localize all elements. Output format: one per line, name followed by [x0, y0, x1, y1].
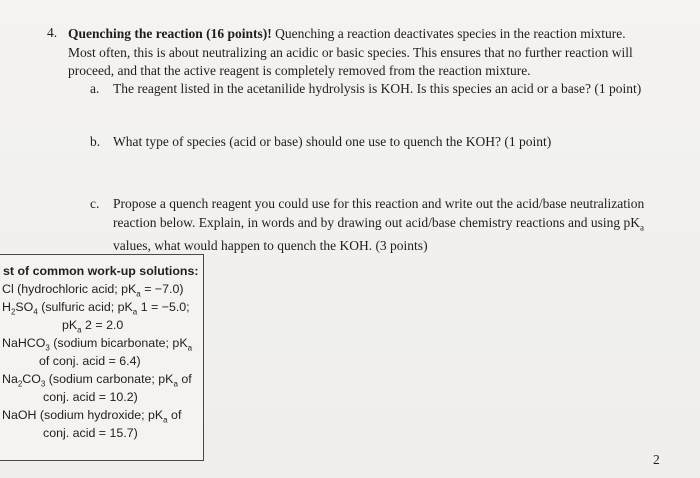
- workup-na2co3-pka-sub: a: [173, 379, 178, 389]
- workup-nahco3-formula: NaHCO: [2, 336, 46, 350]
- workup-hcl-text: Cl (hydrochloric acid; pK: [2, 282, 137, 296]
- workup-na2co3-of: of: [177, 372, 192, 386]
- workup-naoh-pka-sub: a: [163, 415, 168, 425]
- workup-h2so4-text: (sulfuric acid; pK: [37, 300, 133, 314]
- workup-h2so4-value: 1 = −5.0;: [137, 300, 190, 314]
- workup-naoh-conj: conj. acid = 15.7): [43, 426, 138, 440]
- part-c-letter: c.: [90, 196, 100, 211]
- question-intro-line-2: Most often, this is about neutralizing an acidic or basic species. This ensures that no further reaction will: [68, 44, 633, 60]
- part-a-text: The reagent listed in the acetanilide hydrolysis is KOH. Is this species an acid or a base? (1 point): [113, 81, 642, 96]
- workup-hcl-value: = −7.0): [140, 282, 184, 296]
- workup-nahco3-sub-3: 3: [45, 343, 50, 353]
- part-b-text: What type of species (acid or base) should one use to quench the KOH? (1 point): [113, 134, 552, 149]
- workup-na2co3-sub-2: 2: [17, 379, 23, 389]
- workup-pka2-value: 2 = 2.0: [81, 318, 124, 332]
- part-a-letter: a.: [90, 81, 100, 96]
- question-number: 4.: [47, 25, 58, 40]
- workup-na2co3-text: (sodium carbonate; pK: [45, 372, 174, 386]
- question-intro-line-1: [68, 25, 668, 44]
- workup-pka2-text: pK: [62, 318, 78, 332]
- workup-naoh-of: of: [167, 408, 182, 422]
- part-c-line-2-text: reaction below. Explain, in words and by drawing out acid/base chemistry reactions and using pK: [113, 214, 640, 230]
- question-intro-line-1-rest: Quenching a reaction deactivates species in the reaction mixture.: [271, 26, 626, 41]
- workup-nahco3-text: (sodium bicarbonate; pK: [49, 336, 188, 350]
- part-c-line-1: Propose a quench reagent you could use for this reaction and write out the acid/base neutralization: [113, 196, 645, 211]
- workup-h2so4-so: SO: [15, 300, 34, 314]
- part-b-letter: b.: [90, 134, 101, 149]
- page-number: 2: [653, 452, 660, 467]
- workup-na2co3-co: CO: [22, 372, 41, 386]
- part-c-text: [113, 195, 678, 255]
- workup-na2co3-conj: conj. acid = 10.2): [43, 390, 138, 404]
- workup-h2so4-sub-2: 2: [10, 307, 16, 317]
- question-title: Quenching the reaction (16 points)!: [68, 26, 272, 41]
- workup-hcl-sub: a: [136, 289, 141, 299]
- workup-na2co3-na: Na: [2, 372, 18, 386]
- workup-na2co3-sub-3: 3: [40, 379, 46, 389]
- workup-pka2-sub: a: [77, 325, 82, 335]
- workup-box-title: st of common work-up solutions:: [3, 264, 199, 278]
- workup-h2so4-h: H: [2, 300, 11, 314]
- question-intro: [68, 25, 668, 81]
- part-c-line-3: values, what would happen to quench the KOH. (3 points): [113, 237, 428, 253]
- part-c-line-2: [113, 214, 678, 237]
- question-intro-line-3: proceed, and that the active reagent is completely removed from the reaction mixture.: [68, 63, 531, 78]
- workup-nahco3-pka-sub: a: [187, 343, 193, 353]
- workup-nahco3-conj: of conj. acid = 6.4): [39, 354, 141, 368]
- workup-naoh-text: NaOH (sodium hydroxide; pK: [2, 408, 164, 422]
- workup-solutions-box: [0, 254, 204, 461]
- part-c-pka-subscript: a: [640, 222, 644, 233]
- workup-h2so4-sub-4: 4: [33, 307, 38, 317]
- workup-h2so4-pka-sub: a: [132, 307, 138, 317]
